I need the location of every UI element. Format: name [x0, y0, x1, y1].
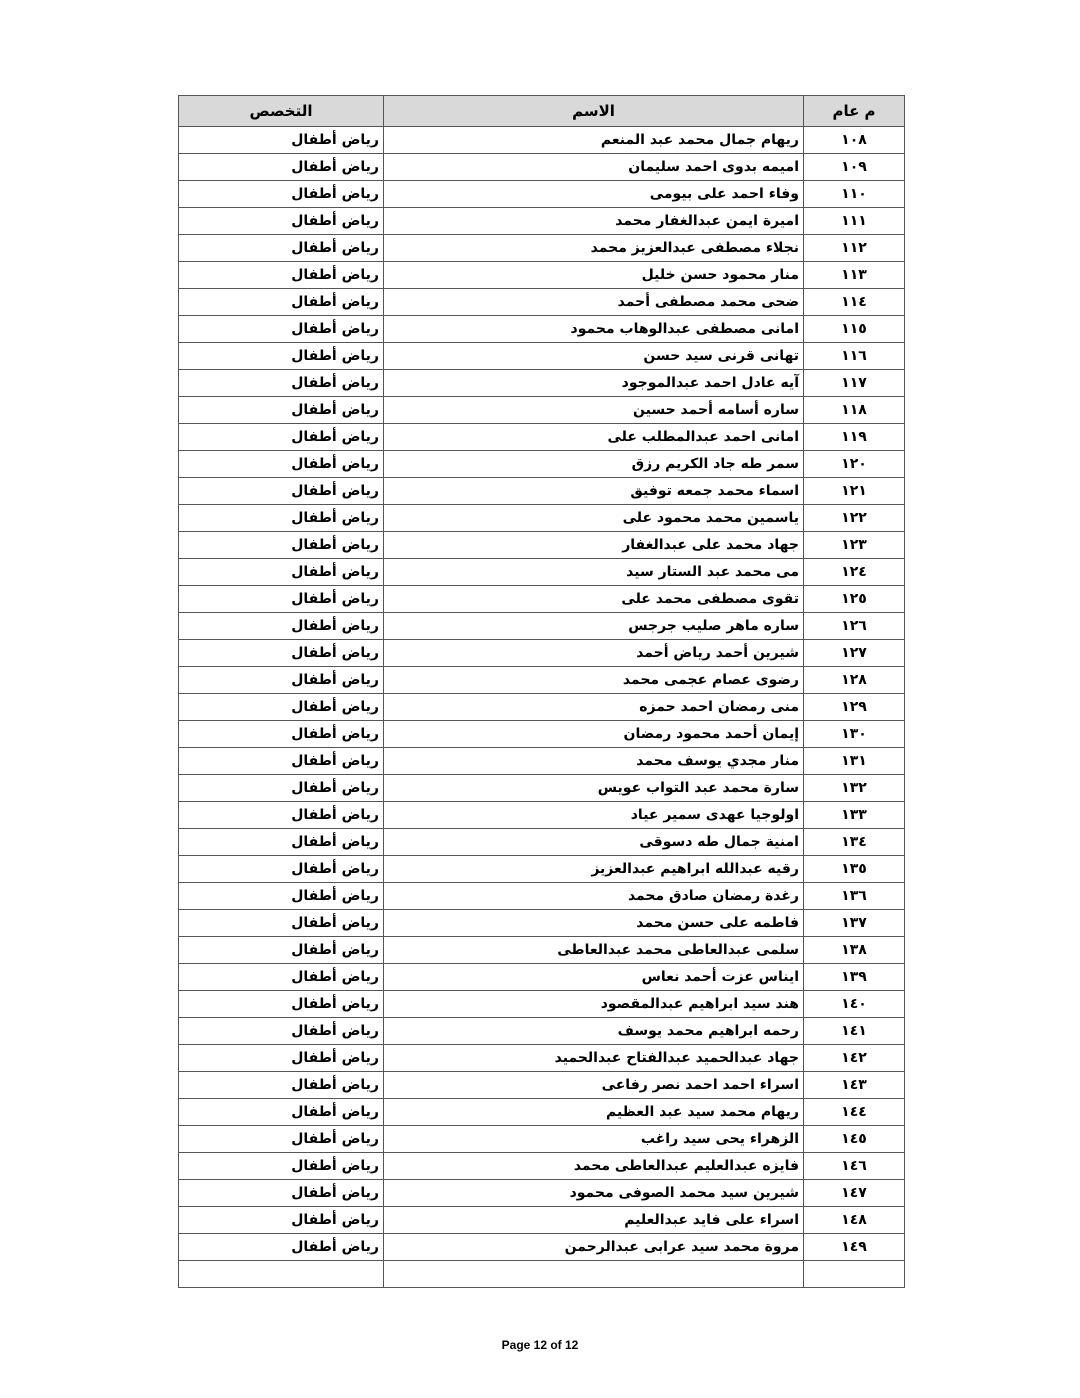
row-name-cell: ريهام محمد سيد عبد العظيم [384, 1099, 804, 1126]
row-number-cell: ١١٥ [804, 316, 905, 343]
column-header-specialization: التخصص [179, 96, 384, 127]
row-specialization-cell: رياض أطفال [179, 1018, 384, 1045]
table-row [179, 505, 905, 532]
table-row [179, 1234, 905, 1261]
row-specialization-cell: رياض أطفال [179, 1045, 384, 1072]
table-row [179, 586, 905, 613]
row-number-cell: ١١٦ [804, 343, 905, 370]
row-name-cell: سلمى عبدالعاطى محمد عبدالعاطى [384, 937, 804, 964]
table-row [179, 181, 905, 208]
table-row [179, 964, 905, 991]
row-specialization-cell: رياض أطفال [179, 397, 384, 424]
row-specialization-cell: رياض أطفال [179, 937, 384, 964]
row-number-cell: ١٤١ [804, 1018, 905, 1045]
row-name-cell: مروة محمد سيد عرابى عبدالرحمن [384, 1234, 804, 1261]
table-header-row [179, 96, 905, 127]
row-name-cell: شيرين سيد محمد الصوفى محمود [384, 1180, 804, 1207]
row-number-cell: ١٣١ [804, 748, 905, 775]
row-specialization-cell: رياض أطفال [179, 586, 384, 613]
row-number-cell: ١٣٩ [804, 964, 905, 991]
row-specialization-cell: رياض أطفال [179, 829, 384, 856]
row-number-cell: ١٤٦ [804, 1153, 905, 1180]
row-number-cell: ١٣٣ [804, 802, 905, 829]
row-name-cell: إيمان أحمد محمود رمضان [384, 721, 804, 748]
table-row [179, 937, 905, 964]
row-name-cell: اسراء احمد احمد نصر رفاعى [384, 1072, 804, 1099]
row-name-cell: تقوى مصطفى محمد على [384, 586, 804, 613]
row-specialization-cell: رياض أطفال [179, 991, 384, 1018]
row-name-cell: ياسمين محمد محمود على [384, 505, 804, 532]
row-number-cell: ١١٢ [804, 235, 905, 262]
table-row [179, 451, 905, 478]
row-specialization-cell: رياض أطفال [179, 127, 384, 154]
row-name-cell: منار مجدي يوسف محمد [384, 748, 804, 775]
row-name-cell: جهاد محمد على عبدالغفار [384, 532, 804, 559]
row-specialization-cell: رياض أطفال [179, 208, 384, 235]
row-name-cell: فايزه عبدالعليم عبدالعاطى محمد [384, 1153, 804, 1180]
row-name-cell: اولوجيا عهدى سمير عياد [384, 802, 804, 829]
table-row [179, 694, 905, 721]
row-name-cell: سمر طه جاد الكريم رزق [384, 451, 804, 478]
row-specialization-cell: رياض أطفال [179, 910, 384, 937]
column-header-name: الاسم [384, 96, 804, 127]
table-row [179, 1126, 905, 1153]
row-name-cell: رغدة رمضان صادق محمد [384, 883, 804, 910]
row-name-cell: رضوى عصام عجمى محمد [384, 667, 804, 694]
row-specialization-cell: رياض أطفال [179, 775, 384, 802]
row-name-cell: اميرة ايمن عبدالغفار محمد [384, 208, 804, 235]
table-row [179, 829, 905, 856]
table-row [179, 1045, 905, 1072]
row-number-cell: ١٠٩ [804, 154, 905, 181]
row-number-cell: ١٤٣ [804, 1072, 905, 1099]
row-number-cell: ١١٠ [804, 181, 905, 208]
table-row [179, 397, 905, 424]
row-specialization-cell: رياض أطفال [179, 802, 384, 829]
row-number-cell: ١٢٨ [804, 667, 905, 694]
row-number-cell: ١٤٤ [804, 1099, 905, 1126]
table-row [179, 856, 905, 883]
row-name-cell: هند سيد ابراهيم عبدالمقصود [384, 991, 804, 1018]
row-number-cell: ١٢١ [804, 478, 905, 505]
row-number-cell: ١٣٧ [804, 910, 905, 937]
row-number-cell: ١٣٦ [804, 883, 905, 910]
row-number-cell: ١٤٠ [804, 991, 905, 1018]
table-row [179, 883, 905, 910]
row-name-cell: منار محمود حسن خليل [384, 262, 804, 289]
row-number-cell: ١١٩ [804, 424, 905, 451]
row-name-cell: شيرين أحمد رياض أحمد [384, 640, 804, 667]
row-name-cell: آيه عادل احمد عبدالموجود [384, 370, 804, 397]
row-number-cell: ١٤٥ [804, 1126, 905, 1153]
table-row [179, 1207, 905, 1234]
row-number-cell: ١١٤ [804, 289, 905, 316]
row-name-cell: امنية جمال طه دسوقى [384, 829, 804, 856]
row-number-cell: ١٤٨ [804, 1207, 905, 1234]
row-name-cell: ايناس عزت أحمد نعاس [384, 964, 804, 991]
row-name-cell: ريهام جمال محمد عبد المنعم [384, 127, 804, 154]
empty-table-row [179, 1261, 905, 1288]
table-body [179, 127, 905, 1288]
row-name-cell: امانى احمد عبدالمطلب على [384, 424, 804, 451]
row-specialization-cell: رياض أطفال [179, 262, 384, 289]
row-specialization-cell: رياض أطفال [179, 478, 384, 505]
table-row [179, 127, 905, 154]
table-row [179, 910, 905, 937]
table-row [179, 1099, 905, 1126]
table-row [179, 208, 905, 235]
roster-sheet [178, 95, 904, 1288]
row-name-cell: منى رمضان احمد حمزه [384, 694, 804, 721]
row-name-cell: امانى مصطفى عبدالوهاب محمود [384, 316, 804, 343]
row-name-cell: ضحى محمد مصطفى أحمد [384, 289, 804, 316]
row-number-cell: ١٢٤ [804, 559, 905, 586]
table-row [179, 1180, 905, 1207]
table-row [179, 343, 905, 370]
row-number-cell: ١٤٩ [804, 1234, 905, 1261]
table-row [179, 802, 905, 829]
row-number-cell: ١٢٩ [804, 694, 905, 721]
row-specialization-cell: رياض أطفال [179, 856, 384, 883]
table-row [179, 424, 905, 451]
row-number-cell: ١٢٧ [804, 640, 905, 667]
table-row [179, 775, 905, 802]
row-name-cell: رقيه عبدالله ابراهيم عبدالعزيز [384, 856, 804, 883]
row-specialization-cell: رياض أطفال [179, 667, 384, 694]
row-specialization-cell: رياض أطفال [179, 640, 384, 667]
row-specialization-cell: رياض أطفال [179, 883, 384, 910]
empty-cell [179, 1261, 384, 1288]
row-specialization-cell: رياض أطفال [179, 154, 384, 181]
table-row [179, 640, 905, 667]
row-specialization-cell: رياض أطفال [179, 451, 384, 478]
row-specialization-cell: رياض أطفال [179, 289, 384, 316]
row-specialization-cell: رياض أطفال [179, 505, 384, 532]
row-name-cell: تهانى قرنى سيد حسن [384, 343, 804, 370]
table-row [179, 532, 905, 559]
row-number-cell: ١٣٤ [804, 829, 905, 856]
row-number-cell: ١٢٦ [804, 613, 905, 640]
roster-table [178, 95, 905, 1288]
table-row [179, 235, 905, 262]
table-row [179, 154, 905, 181]
row-specialization-cell: رياض أطفال [179, 532, 384, 559]
row-specialization-cell: رياض أطفال [179, 1234, 384, 1261]
row-number-cell: ١٤٢ [804, 1045, 905, 1072]
page-number-footer: Page 12 of 12 [501, 1338, 579, 1352]
row-number-cell: ١٢٠ [804, 451, 905, 478]
row-specialization-cell: رياض أطفال [179, 748, 384, 775]
row-specialization-cell: رياض أطفال [179, 1180, 384, 1207]
table-row [179, 559, 905, 586]
empty-cell [384, 1261, 804, 1288]
row-name-cell: ساره ماهر صليب جرجس [384, 613, 804, 640]
row-number-cell: ١٢٣ [804, 532, 905, 559]
row-name-cell: فاطمه على حسن محمد [384, 910, 804, 937]
table-row [179, 289, 905, 316]
row-number-cell: ١٠٨ [804, 127, 905, 154]
table-row [179, 613, 905, 640]
row-specialization-cell: رياض أطفال [179, 370, 384, 397]
column-header-number: م عام [804, 96, 905, 127]
row-name-cell: اميمه بدوى احمد سليمان [384, 154, 804, 181]
row-specialization-cell: رياض أطفال [179, 964, 384, 991]
row-specialization-cell: رياض أطفال [179, 1099, 384, 1126]
row-name-cell: سارة محمد عبد التواب عويس [384, 775, 804, 802]
table-row [179, 1072, 905, 1099]
row-name-cell: ساره أسامه أحمد حسين [384, 397, 804, 424]
table-row [179, 478, 905, 505]
row-specialization-cell: رياض أطفال [179, 424, 384, 451]
row-specialization-cell: رياض أطفال [179, 1126, 384, 1153]
row-number-cell: ١١٧ [804, 370, 905, 397]
table-row [179, 1018, 905, 1045]
row-number-cell: ١٤٧ [804, 1180, 905, 1207]
table-row [179, 370, 905, 397]
row-specialization-cell: رياض أطفال [179, 1072, 384, 1099]
row-name-cell: نجلاء مصطفى عبدالعزيز محمد [384, 235, 804, 262]
row-number-cell: ١٣٨ [804, 937, 905, 964]
row-specialization-cell: رياض أطفال [179, 694, 384, 721]
table-row [179, 991, 905, 1018]
row-name-cell: وفاء احمد على بيومى [384, 181, 804, 208]
row-number-cell: ١١٨ [804, 397, 905, 424]
row-number-cell: ١٢٢ [804, 505, 905, 532]
row-number-cell: ١٣٥ [804, 856, 905, 883]
row-name-cell: رحمه ابراهيم محمد يوسف [384, 1018, 804, 1045]
table-row [179, 721, 905, 748]
row-specialization-cell: رياض أطفال [179, 1207, 384, 1234]
row-specialization-cell: رياض أطفال [179, 721, 384, 748]
row-specialization-cell: رياض أطفال [179, 235, 384, 262]
row-specialization-cell: رياض أطفال [179, 559, 384, 586]
row-number-cell: ١١٣ [804, 262, 905, 289]
table-row [179, 667, 905, 694]
row-name-cell: مى محمد عبد الستار سيد [384, 559, 804, 586]
table-row [179, 748, 905, 775]
empty-cell [804, 1261, 905, 1288]
row-number-cell: ١١١ [804, 208, 905, 235]
row-specialization-cell: رياض أطفال [179, 613, 384, 640]
row-specialization-cell: رياض أطفال [179, 343, 384, 370]
row-name-cell: اسماء محمد جمعه توفيق [384, 478, 804, 505]
row-specialization-cell: رياض أطفال [179, 181, 384, 208]
table-row [179, 262, 905, 289]
row-name-cell: اسراء على فايد عبدالعليم [384, 1207, 804, 1234]
row-specialization-cell: رياض أطفال [179, 316, 384, 343]
table-row [179, 316, 905, 343]
table-row [179, 1153, 905, 1180]
row-name-cell: الزهراء يحى سيد راغب [384, 1126, 804, 1153]
row-number-cell: ١٣٢ [804, 775, 905, 802]
row-name-cell: جهاد عبدالحميد عبدالفتاح عبدالحميد [384, 1045, 804, 1072]
row-number-cell: ١٣٠ [804, 721, 905, 748]
row-specialization-cell: رياض أطفال [179, 1153, 384, 1180]
row-number-cell: ١٢٥ [804, 586, 905, 613]
